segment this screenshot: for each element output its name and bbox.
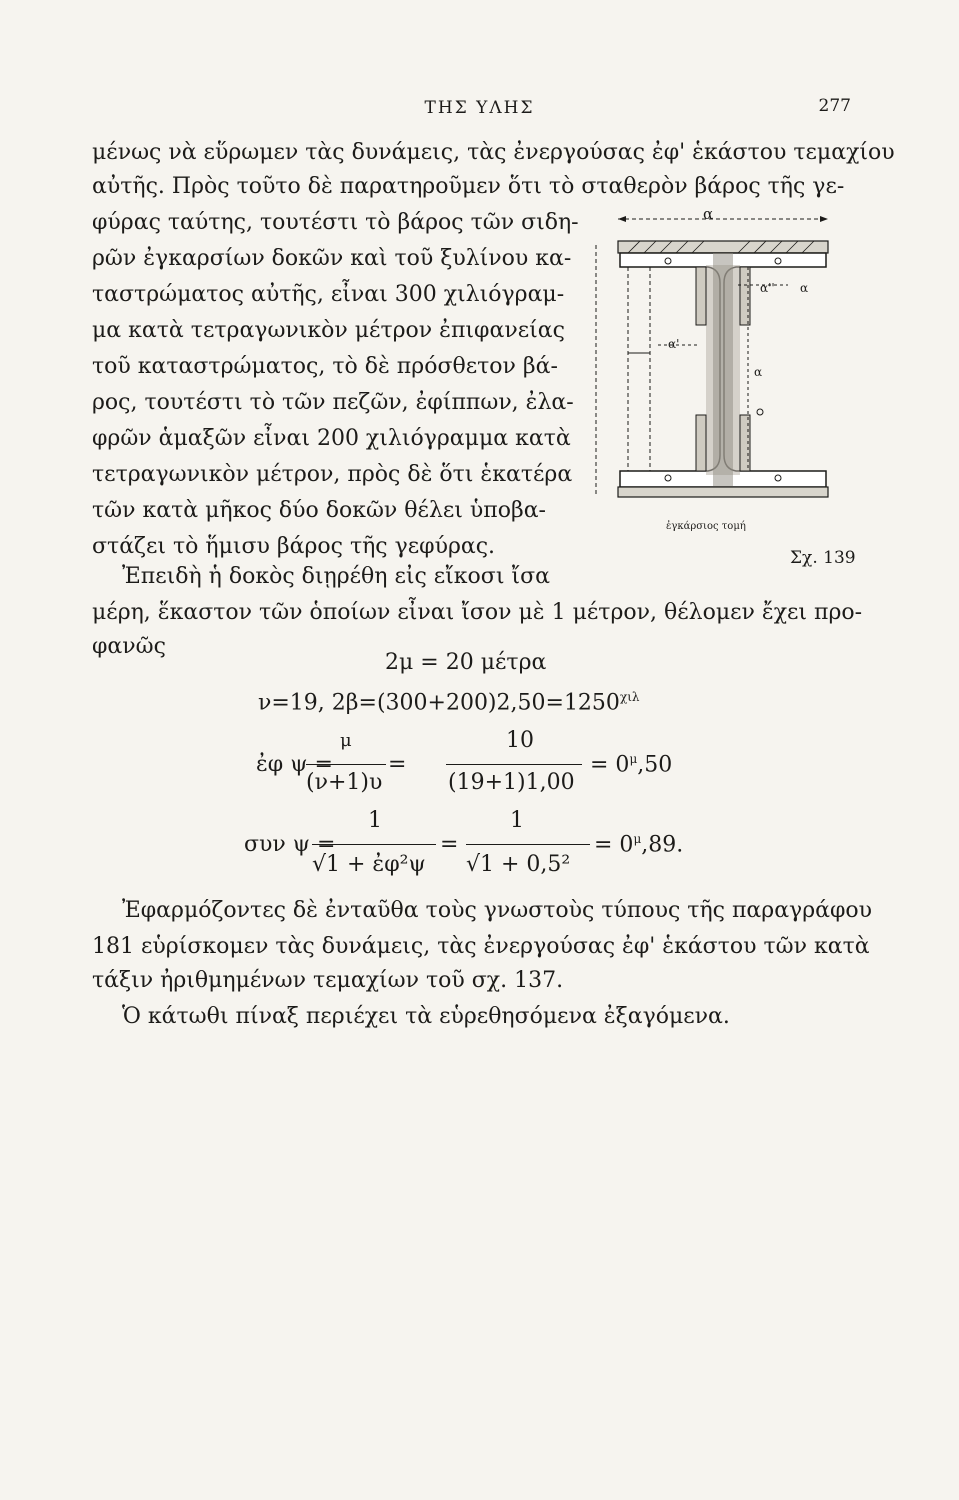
equation-2	[258, 690, 640, 715]
text-line: Ὁ κάτωθι πίναξ περιέχει τὰ εὑρεθησόμενα ἐξαγόμενα.	[122, 1004, 730, 1029]
equation-4-num1: 1	[368, 808, 382, 833]
equation-2-body: ν=19, 2β=(300+200)2,50=1250	[258, 690, 620, 716]
equation-3-num2: 10	[506, 728, 534, 753]
text-line: αὐτῆς. Πρὸς τοῦτο δὲ παρατηροῦμεν ὅτι τὸ σταθερὸν βάρος τῆς γε-	[92, 174, 845, 199]
fraction-bar	[446, 764, 582, 765]
equation-3-lhs: ἐφ ψ =	[256, 752, 333, 777]
i-beam-figure	[588, 205, 838, 565]
equation-4-num2: 1	[510, 808, 524, 833]
i-beam-cross-section	[588, 205, 838, 535]
running-head: ΤΗΣ ΥΛΗΣ	[424, 98, 535, 118]
equals-sign: =	[388, 752, 407, 777]
text-line: τῶν κατὰ μῆκος δύο δοκῶν θέλει ὑποβα-	[92, 498, 546, 523]
equation-3-den1: (ν+1)υ	[306, 770, 383, 795]
text-line: τοῦ καταστρώματος, τὸ δὲ πρόσθετον βά-	[92, 354, 558, 379]
fraction-bar	[312, 844, 436, 845]
equation-4-rhs-eq: = 0	[594, 832, 634, 858]
equation-3-rhs-eq: = 0	[590, 752, 630, 778]
text-line: ρῶν ἐγκαρσίων δοκῶν καὶ τοῦ ξυλίνου κα-	[92, 246, 572, 271]
dimension-label-web: α	[754, 365, 763, 379]
fraction-bar	[306, 764, 386, 765]
equation-4-lhs: συν ψ =	[244, 832, 336, 857]
text-line: φρῶν ἁμαξῶν εἶναι 200 χιλιόγραμμα κατὰ	[92, 426, 571, 451]
dimension-label-a: α	[703, 205, 714, 223]
text-line: 181 εὑρίσκομεν τὰς δυνάμεις, τὰς ἐνεργούσας ἐφ' ἑκάστου τῶν κατὰ	[92, 934, 870, 959]
text-line: τάξιν ἠριθμημένων τεμαχίων τοῦ σχ. 137.	[92, 968, 564, 993]
equation-4-den1: √1 + ἐφ²ψ	[312, 852, 426, 877]
text-line: στάζει τὸ ἥμισυ βάρος τῆς γεφύρας.	[92, 534, 496, 559]
dimension-label-a-dprime: α''	[760, 281, 775, 295]
dimension-label-a-sub: α	[800, 281, 809, 295]
equation-3-rhs-sup: μ	[629, 752, 638, 766]
equation-4-rhs-sup: μ	[633, 832, 642, 846]
equation-1: 2μ = 20 μέτρα	[385, 650, 547, 675]
equation-3-rhs	[590, 752, 672, 777]
text-line: ταστρώματος αὐτῆς, εἶναι 300 χιλιόγραμ-	[92, 282, 565, 307]
equation-3-rhs-tail: ,50	[637, 752, 673, 778]
text-line: μέρη, ἕκαστον τῶν ὁποίων εἶναι ἴσον μὲ 1 μέτρον, θέλομεν ἔχει προ-	[92, 600, 863, 625]
text-line: τετραγωνικὸν μέτρον, πρὸς δὲ ὅτι ἑκατέρα	[92, 462, 573, 487]
text-line: Ἐπειδὴ ἡ δοκὸς διῃρέθη εἰς εἴκοσι ἴσα	[122, 564, 550, 589]
text-line: Ἐφαρμόζοντες δὲ ἐνταῦθα τοὺς γνωστοὺς τύπους τῆς παραγράφου	[122, 898, 873, 923]
text-line: φύρας ταύτης, τουτέστι τὸ βάρος τῶν σιδη-	[92, 210, 579, 235]
fraction-bar	[466, 844, 590, 845]
equation-4-rhs	[594, 832, 683, 857]
equation-3-den2: (19+1)1,00	[448, 770, 575, 795]
text-line: μένως νὰ εὕρωμεν τὰς δυνάμεις, τὰς ἐνεργούσας ἐφ' ἑκάστου τεμαχίου	[92, 140, 895, 165]
text-line: φανῶς	[92, 634, 166, 659]
equation-3-num1: μ	[340, 730, 352, 751]
equation-4-rhs-tail: ,89.	[641, 832, 684, 858]
figure-sublabel: ἐγκάρσιος τομή	[666, 521, 746, 532]
text-line: ρος, τουτέστι τὸ τῶν πεζῶν, ἐφίππων, ἐλα-	[92, 390, 574, 415]
figure-caption: Σχ. 139	[790, 548, 856, 568]
text-line: μα κατὰ τετραγωνικὸν μέτρον ἐπιφανείας	[92, 318, 565, 343]
dimension-label-a-prime: α'	[668, 337, 680, 351]
equation-2-unit: χιλ	[619, 690, 640, 704]
equation-4-den2: √1 + 0,5²	[466, 852, 571, 877]
equals-sign: =	[440, 832, 459, 857]
page-number: 277	[818, 96, 851, 116]
